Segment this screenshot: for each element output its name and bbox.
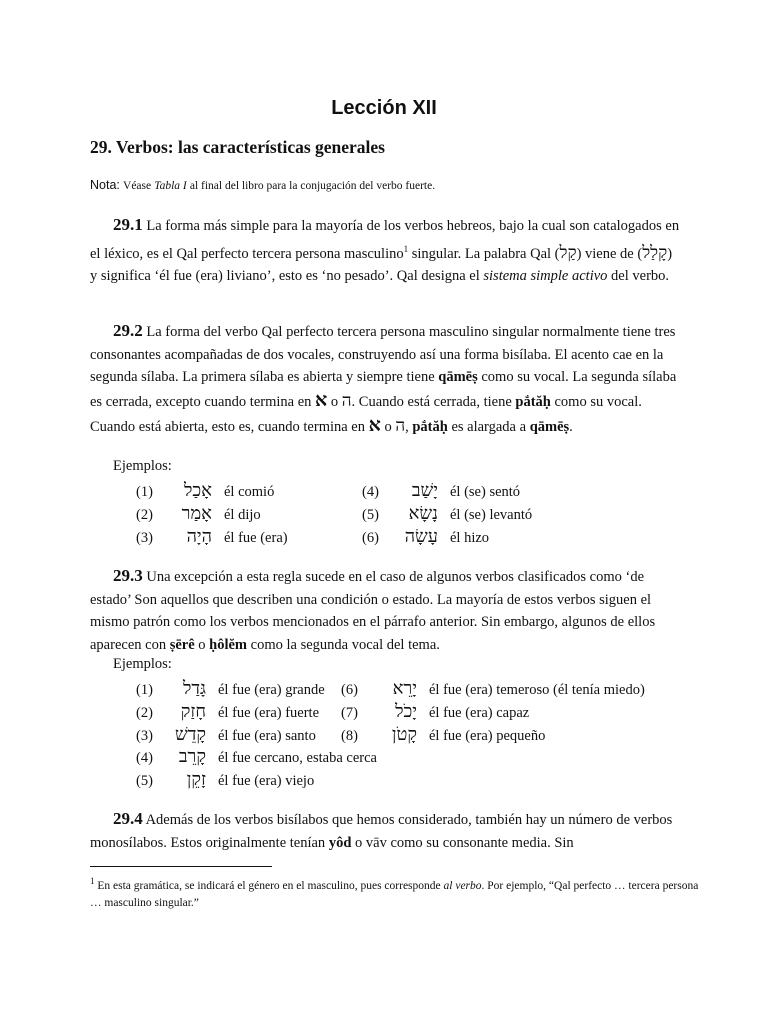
- paragraph-29-4: [90, 808, 680, 854]
- example-hebrew: נָשָׂא: [408, 503, 438, 524]
- footnote-text: . Por ejemplo, “Qal perfecto … tercera persona … masculino singular.”: [90, 879, 699, 909]
- example-gloss: él (se) levantó: [450, 507, 533, 523]
- example-item: [341, 701, 529, 723]
- paragraph-number: 29.1: [113, 215, 143, 234]
- example-gloss: él fue (era) capaz: [429, 705, 530, 721]
- example-number: (5): [362, 507, 379, 523]
- example-number: (4): [136, 750, 153, 766]
- example-number: (5): [136, 773, 153, 789]
- example-hebrew: יָכֹל: [395, 701, 417, 722]
- transliteration: ḥôlĕm: [209, 637, 248, 654]
- paragraph-text: del verbo.: [611, 268, 670, 285]
- paragraph-text: ,: [405, 418, 409, 435]
- example-hebrew: גָּדַל: [182, 678, 206, 699]
- paragraph-text: La forma más simple para la mayoría de los verbos hebreos, bajo la cual son catalogados en el léxico, es el Qal perfecto tercera persona masculino: [90, 218, 680, 262]
- hebrew-letter: ה: [341, 391, 352, 412]
- paragraph-number: 29.3: [113, 566, 143, 585]
- example-gloss: él comió: [224, 484, 275, 500]
- example-gloss: él fue (era): [224, 530, 288, 546]
- example-hebrew: קָדֵשׁ: [174, 724, 206, 745]
- paragraph-29-1: [90, 214, 680, 288]
- footnote: [90, 873, 710, 912]
- paragraph-text: Una excepción a esta regla sucede en el caso de algunos verbos clasificados como ‘de estado’ Son aquellos que describen una condición o estado. La mayoría de estos verbos siguen el mismo patrón como los verbos mencionados en el párrafo anterior. Sin embargo, algunos de ellos aparecen con: [90, 569, 656, 654]
- example-number: (1): [136, 484, 153, 500]
- example-item: [136, 769, 314, 791]
- hebrew-word: קָלַל: [642, 242, 668, 263]
- example-number: (7): [341, 705, 358, 721]
- example-hebrew: יָשַׁב: [411, 480, 438, 501]
- example-gloss: él fue cercano, estaba cerca: [218, 750, 377, 766]
- example-hebrew: חָזַק: [180, 701, 206, 722]
- footnote-number: 1: [90, 876, 95, 886]
- example-item: [136, 678, 325, 700]
- example-item: [136, 526, 288, 548]
- example-gloss: él fue (era) viejo: [218, 773, 315, 789]
- note-text-italic: Tabla I: [154, 180, 187, 192]
- paragraph-text: es alargada a: [451, 418, 527, 435]
- paragraph-text: .: [569, 418, 573, 435]
- example-item: [136, 503, 261, 525]
- paragraph-text: singular. La palabra Qal (: [411, 245, 560, 262]
- examples-label: Ejemplos:: [113, 458, 172, 474]
- transliteration: yôd: [328, 834, 352, 851]
- example-item: [362, 480, 520, 502]
- note: [90, 178, 435, 193]
- example-item: [362, 526, 489, 548]
- paragraph-29-3: [90, 565, 680, 657]
- example-gloss: él fue (era) grande: [218, 682, 325, 698]
- example-number: (3): [136, 530, 153, 546]
- example-gloss: él hizo: [450, 530, 490, 546]
- example-number: (1): [136, 682, 153, 698]
- example-gloss: él fue (era) temeroso (él tenía miedo): [429, 682, 645, 698]
- paragraph-text: o vāv como su consonante media. Sin: [355, 834, 574, 851]
- example-gloss: él fue (era) fuerte: [218, 705, 320, 721]
- example-hebrew: זָקֵן: [186, 769, 206, 790]
- example-item: [136, 746, 377, 768]
- paragraph-text: o: [330, 394, 339, 411]
- note-text-2: al final del libro para la conjugación del verbo fuerte.: [189, 180, 436, 192]
- lesson-title: Lección XII: [331, 97, 437, 119]
- example-gloss: él (se) sentó: [450, 484, 521, 500]
- transliteration: pắtăḥ: [412, 418, 448, 435]
- note-text-1: Véase: [123, 180, 152, 192]
- paragraph-text: como la segunda vocal del tema.: [250, 637, 440, 654]
- paragraph-text: como su vocal. Cuando está abierta, esto es, cuando termina en: [90, 394, 642, 435]
- footnote-ref: 1: [403, 243, 409, 254]
- paragraph-text: ) viene de (: [576, 245, 643, 262]
- example-gloss: él fue (era) pequeño: [429, 728, 546, 744]
- example-number: (8): [341, 728, 358, 744]
- example-gloss: él dijo: [224, 507, 261, 523]
- footnote-divider: [90, 866, 272, 867]
- paragraph-text: o: [384, 418, 392, 435]
- paragraph-text: como su vocal. La segunda sílaba es cerrada, excepto cuando termina en: [90, 369, 677, 411]
- example-number: (6): [362, 530, 379, 546]
- example-number: (6): [341, 682, 358, 698]
- paragraph-text: Además de los verbos bisílabos que hemos considerado, también hay un número de verbos monosílabos. Estos originalmente tenían: [90, 812, 673, 851]
- example-hebrew: קָטֹן: [391, 724, 417, 745]
- transliteration: ṣērê: [169, 637, 195, 654]
- example-hebrew: קָרֵב: [178, 746, 206, 767]
- footnote-italic: al verbo: [443, 879, 482, 892]
- paragraph-text: La forma del verbo Qal perfecto tercera persona masculino singular normalmente tiene tres consonantes acompañadas de dos vocales, construyendo así una forma bisílaba. El acento cae en la segunda sílaba. La primera sílaba es abierta y siempre tiene: [90, 324, 676, 386]
- example-item: [341, 678, 645, 700]
- hebrew-letter: א: [368, 413, 381, 436]
- paragraph-29-2: [90, 320, 680, 439]
- hebrew-word: קַל: [559, 242, 577, 263]
- transliteration: qāmēṣ: [529, 418, 570, 435]
- paragraph-text: ) y significa ‘él fue (era) liviano’, esto es ‘no pesado’. Qal designa el: [90, 245, 673, 285]
- example-item: [136, 480, 274, 502]
- example-number: (4): [362, 484, 379, 500]
- examples-label: Ejemplos:: [113, 656, 172, 672]
- example-number: (2): [136, 507, 153, 523]
- transliteration: qāmēṣ: [438, 369, 478, 386]
- example-item: [136, 701, 319, 723]
- hebrew-letter: א: [315, 389, 328, 412]
- example-hebrew: עָשָׂה: [404, 526, 438, 547]
- paragraph-italic: sistema simple activo: [483, 268, 608, 285]
- example-number: (3): [136, 728, 153, 744]
- note-label: Nota:: [90, 178, 120, 192]
- example-hebrew: הָיָה: [186, 526, 212, 547]
- example-number: (2): [136, 705, 153, 721]
- paragraph-number: 29.2: [113, 321, 143, 340]
- example-item: [362, 503, 532, 525]
- paragraph-number: 29.4: [113, 809, 143, 828]
- example-hebrew: אָמַר: [181, 503, 212, 524]
- paragraph-text: . Cuando está cerrada, tiene: [351, 394, 512, 411]
- example-item: [136, 724, 316, 746]
- example-hebrew: אָכַל: [183, 480, 212, 501]
- example-item: [341, 724, 545, 746]
- paragraph-text: o: [198, 637, 206, 654]
- example-gloss: él fue (era) santo: [218, 728, 316, 744]
- section-title: 29. Verbos: las características generales: [90, 137, 385, 157]
- footnote-text: En esta gramática, se indicará el género en el masculino, pues corresponde: [97, 879, 441, 892]
- hebrew-letter: ה: [395, 415, 406, 436]
- transliteration: pắtăḥ: [515, 394, 551, 411]
- example-hebrew: יָרֵא: [392, 678, 417, 699]
